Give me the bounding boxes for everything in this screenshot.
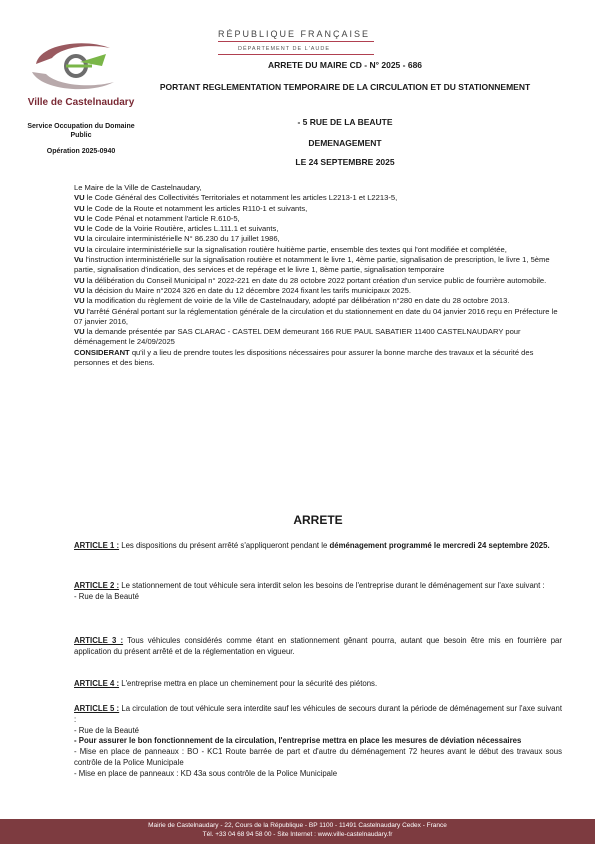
preamble-item: VU la décision du Maire n°2024 326 en date du 12 décembre 2024 fixant les tarifs municipaux 2025. bbox=[74, 285, 411, 295]
operation-number: Opération 2025-0940 bbox=[46, 148, 116, 155]
preamble bbox=[74, 183, 562, 368]
header-rule bbox=[218, 41, 374, 42]
preamble-item: VU le Code de la Voirie Routière, articles L.111.1 et suivants, bbox=[74, 224, 279, 234]
preamble-item: VU la modification du règlement de voirie de la Ville de Castelnaudary, adopté par délibération n°280 en date du 28 octobre 2013. bbox=[74, 296, 510, 306]
service-label: Service Occupation du Domaine Public bbox=[27, 123, 135, 139]
preamble-item: VU la circulaire interministérielle sur la signalisation routière huitième partie, ensemble des textes qui l'ont modifiée et complétée, bbox=[74, 244, 507, 254]
article-3: ARTICLE 3 : Tous véhicules considérés comme étant en stationnement gênant pourra, autant que besoin être mis en fourrière par application du présent arrêté et de la réglementation en vigueur. bbox=[74, 636, 562, 656]
page-footer bbox=[0, 819, 595, 844]
footer-contact: Tél. +33 04 68 94 58 00 - Site Internet : www.ville-castelnaudary.fr bbox=[202, 831, 393, 838]
preamble-item: VU le Code Général des Collectivités Territoriales et notamment les articles L2213-1 et L2213-5, bbox=[74, 193, 398, 203]
preamble-item: VU la demande présentée par SAS CLARAC - CASTEL DEM demeurant 166 RUE PAUL SABATIER 11400 CASTELNAUDARY pour déménagement le 24/09/2025 bbox=[74, 327, 521, 347]
article-2: ARTICLE 2 : Le stationnement de tout véhicule sera interdit selon les besoins de l'entreprise durant le déménagement sur l'axe suivant : - Rue de la Beauté bbox=[74, 581, 545, 601]
preamble-item: VU l'arrêté Général portant sur la réglementation générale de la circulation et du stationnement en date du 04 janvier 2016 reçu en Préfecture le 07 janvier 2016, bbox=[74, 306, 558, 326]
logo-graphic bbox=[22, 36, 132, 96]
preamble-item: VU le Code de la Route et notamment les articles R110-1 et suivants, bbox=[74, 203, 308, 213]
arrete-subject: PORTANT REGLEMENTATION TEMPORAIRE DE LA CIRCULATION ET DU STATIONNEMENT bbox=[159, 82, 531, 92]
preamble-item: VU la délibération du Conseil Municipal n° 2022-221 en date du 28 octobre 2022 portant création d'un service public de fourrière automobile. bbox=[74, 275, 547, 285]
article-4: ARTICLE 4 : L'entreprise mettra en place un cheminement pour la sécurité des piétons. bbox=[74, 679, 378, 688]
article-5: ARTICLE 5 : La circulation de tout véhicule sera interdite sauf les véhicules de secours durant la période de déménagement sur l'axe suivant : - Rue de la Beauté - Pour assurer le bon fonctionnement de la circulation, l'entreprise mettra en place les mesures de déviation nécessaires - Mise en place de panneaux : BO - KC1 Route barrée de part et d'autre du déménagement 72 heures avant le début des travaux sous contrôle de la Police Municipale - Mise en place de panneaux : KD 43a sous contrôle de la Police Municipale bbox=[74, 704, 562, 778]
arrete-street: - 5 RUE DE LA BEAUTE bbox=[297, 117, 393, 127]
arrete-number: ARRETE DU MAIRE CD - N° 2025 - 686 bbox=[267, 60, 423, 70]
preamble-item: VU la circulaire interministérielle N° 86.230 du 17 juillet 1986, bbox=[74, 234, 280, 244]
departement-label: DÉPARTEMENT DE L'AUDE bbox=[238, 46, 331, 52]
header-rule bbox=[218, 54, 374, 55]
article-1: ARTICLE 1 : Les dispositions du présent arrêté s'appliqueront pendant le déménagement programmé le mercredi 24 septembre 2025. bbox=[74, 541, 550, 550]
preamble-item: Vu l'instruction interministérielle sur la signalisation routière et notamment le livre 1, 4ème partie, signalisation de prescription, le livre 1, 5ème partie, signalisation d'indication, des services et de repérage et le livre 1, 8ème partie, signalisation temporaire bbox=[74, 255, 550, 275]
arrete-type: DEMENAGEMENT bbox=[308, 138, 382, 148]
preamble-item: VU le Code Pénal et notamment l'article R.610-5, bbox=[74, 213, 240, 223]
preamble-item: Le Maire de la Ville de Castelnaudary, bbox=[74, 183, 202, 192]
preamble-item: CONSIDERANT qu'il y a lieu de prendre toutes les dispositions nécessaires pour assurer la bonne marche des travaux et la sécurité des personnes et des biens. bbox=[74, 347, 534, 368]
city-name: Ville de Castelnaudary bbox=[27, 97, 135, 108]
city-logo bbox=[22, 36, 132, 96]
footer-address: Mairie de Castelnaudary - 22, Cours de la République - BP 1100 - 11491 Castelnaudary Cedex - France bbox=[148, 822, 447, 829]
arrete-heading: ARRETE bbox=[293, 513, 343, 527]
republique-francaise: RÉPUBLIQUE FRANÇAISE bbox=[218, 29, 371, 39]
arrete-date: LE 24 SEPTEMBRE 2025 bbox=[295, 157, 395, 167]
